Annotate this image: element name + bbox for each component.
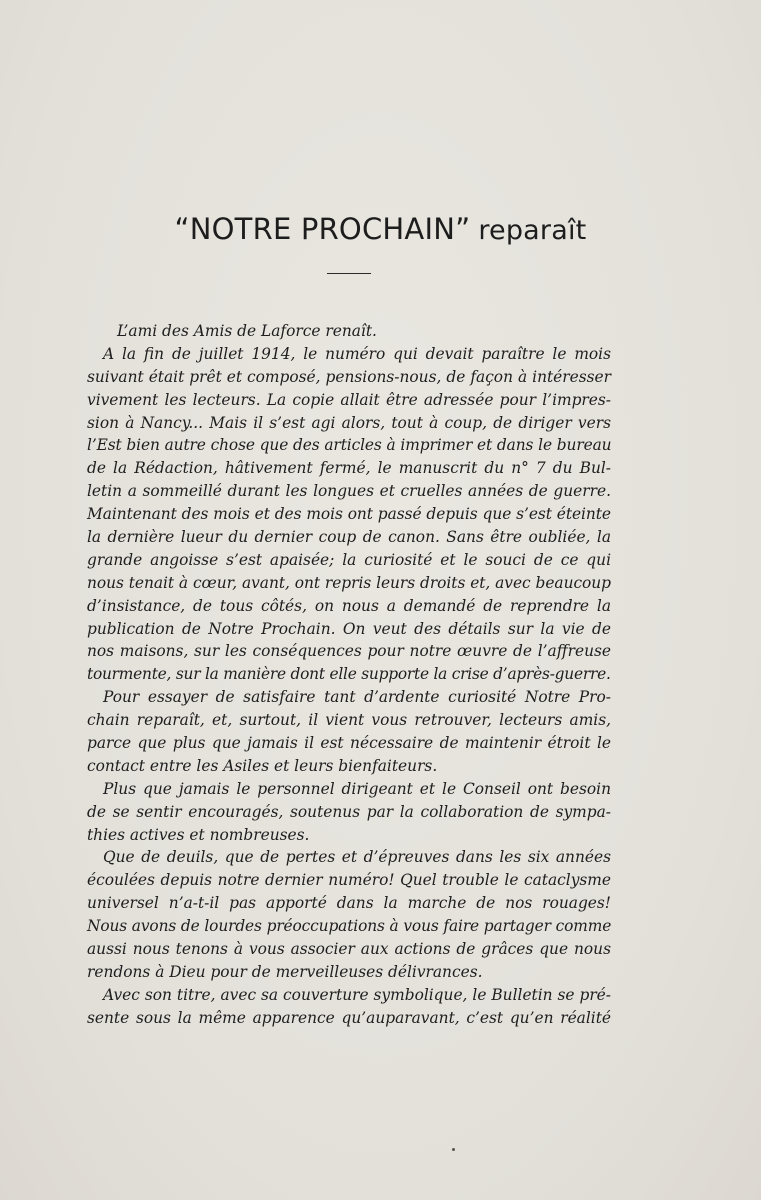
text-line: thies actives et nombreuses. — [87, 825, 310, 844]
text-line: parce que plus que jamais il est nécessaire de maintenir étroit le — [87, 734, 611, 753]
text-line: publication de Notre Prochain. On veut des détails sur la vie de — [87, 619, 611, 638]
article-title — [0, 212, 761, 246]
text-line: Avec son titre, avec sa couverture symbolique, le Bulletin se pré- — [103, 985, 611, 1004]
title-rule — [327, 273, 371, 274]
text-line: contact entre les Asiles et leurs bienfaiteurs. — [87, 756, 438, 775]
article-body — [87, 320, 611, 1030]
text-line: L’ami des Amis de Laforce renaît. — [117, 322, 377, 340]
text-line: Que de deuils, que de pertes et d’épreuves dans les six années — [103, 848, 611, 867]
text-line: Pour essayer de satisfaire tant d’ardente curiosité Notre Pro- — [103, 688, 611, 707]
title-caps: “NOTRE PROCHAIN” — [174, 212, 471, 246]
text-line: Maintenant des mois et des mois ont passé depuis que s’est éteinte — [87, 505, 611, 524]
text-line: écoulées depuis notre dernier numéro! Quel trouble le cataclysme — [87, 871, 611, 890]
text-line: la dernière lueur du dernier coup de canon. Sans être oubliée, la — [87, 528, 611, 547]
text-line: de se sentir encouragés, soutenus par la collaboration de sympa- — [87, 802, 611, 821]
text-line: A la fin de juillet 1914, le numéro qui devait paraître le mois — [103, 344, 611, 363]
text-line: nos maisons, sur les conséquences pour notre œuvre de l’affreuse — [87, 642, 611, 661]
text-line: de la Rédaction, hâtivement fermé, le manuscrit du n° 7 du Bul- — [87, 459, 611, 478]
text-line: rendons à Dieu pour de merveilleuses délivrances. — [87, 962, 483, 981]
text-line: tourmente, sur la manière dont elle supporte la crise d’après-guerre. — [87, 665, 611, 684]
text-line: letin a sommeillé durant les longues et cruelles années de guerre. — [87, 482, 611, 501]
text-line: nous tenait à cœur, avant, ont repris leurs droits et, avec beaucoup — [87, 573, 611, 592]
text-line: aussi nous tenons à vous associer aux actions de grâces que nous — [87, 940, 611, 959]
text-line: grande angoisse s’est apaisée; la curiosité et le souci de ce qui — [87, 550, 611, 569]
text-line: l’Est bien autre chose que des articles à imprimer et dans le bureau — [87, 436, 612, 455]
speck — [452, 1148, 455, 1151]
text-line: sion à Nancy... Mais il s’est agi alors, tout à coup, de diriger vers — [87, 413, 611, 432]
text-line: chain reparaît, et, surtout, il vient vous retrouver, lecteurs amis, — [87, 711, 611, 730]
text-line: d’insistance, de tous côtés, on nous a demandé de reprendre la — [87, 596, 611, 615]
text-line: sente sous la même apparence qu’auparavant, c’est qu’en réalité — [87, 1008, 611, 1027]
text-line: vivement les lecteurs. La copie allait être adressée pour l’impres- — [87, 390, 611, 409]
text-line: suivant était prêt et composé, pensions-nous, de façon à intéresser — [87, 367, 611, 386]
text-line: Plus que jamais le personnel dirigeant et le Conseil ont besoin — [103, 779, 611, 798]
text-line: Nous avons de lourdes préoccupations à vous faire partager comme — [87, 917, 612, 936]
text-line: universel n’a-t-il pas apporté dans la marche de nos rouages! — [87, 894, 611, 913]
title-rest: reparaît — [478, 215, 587, 246]
